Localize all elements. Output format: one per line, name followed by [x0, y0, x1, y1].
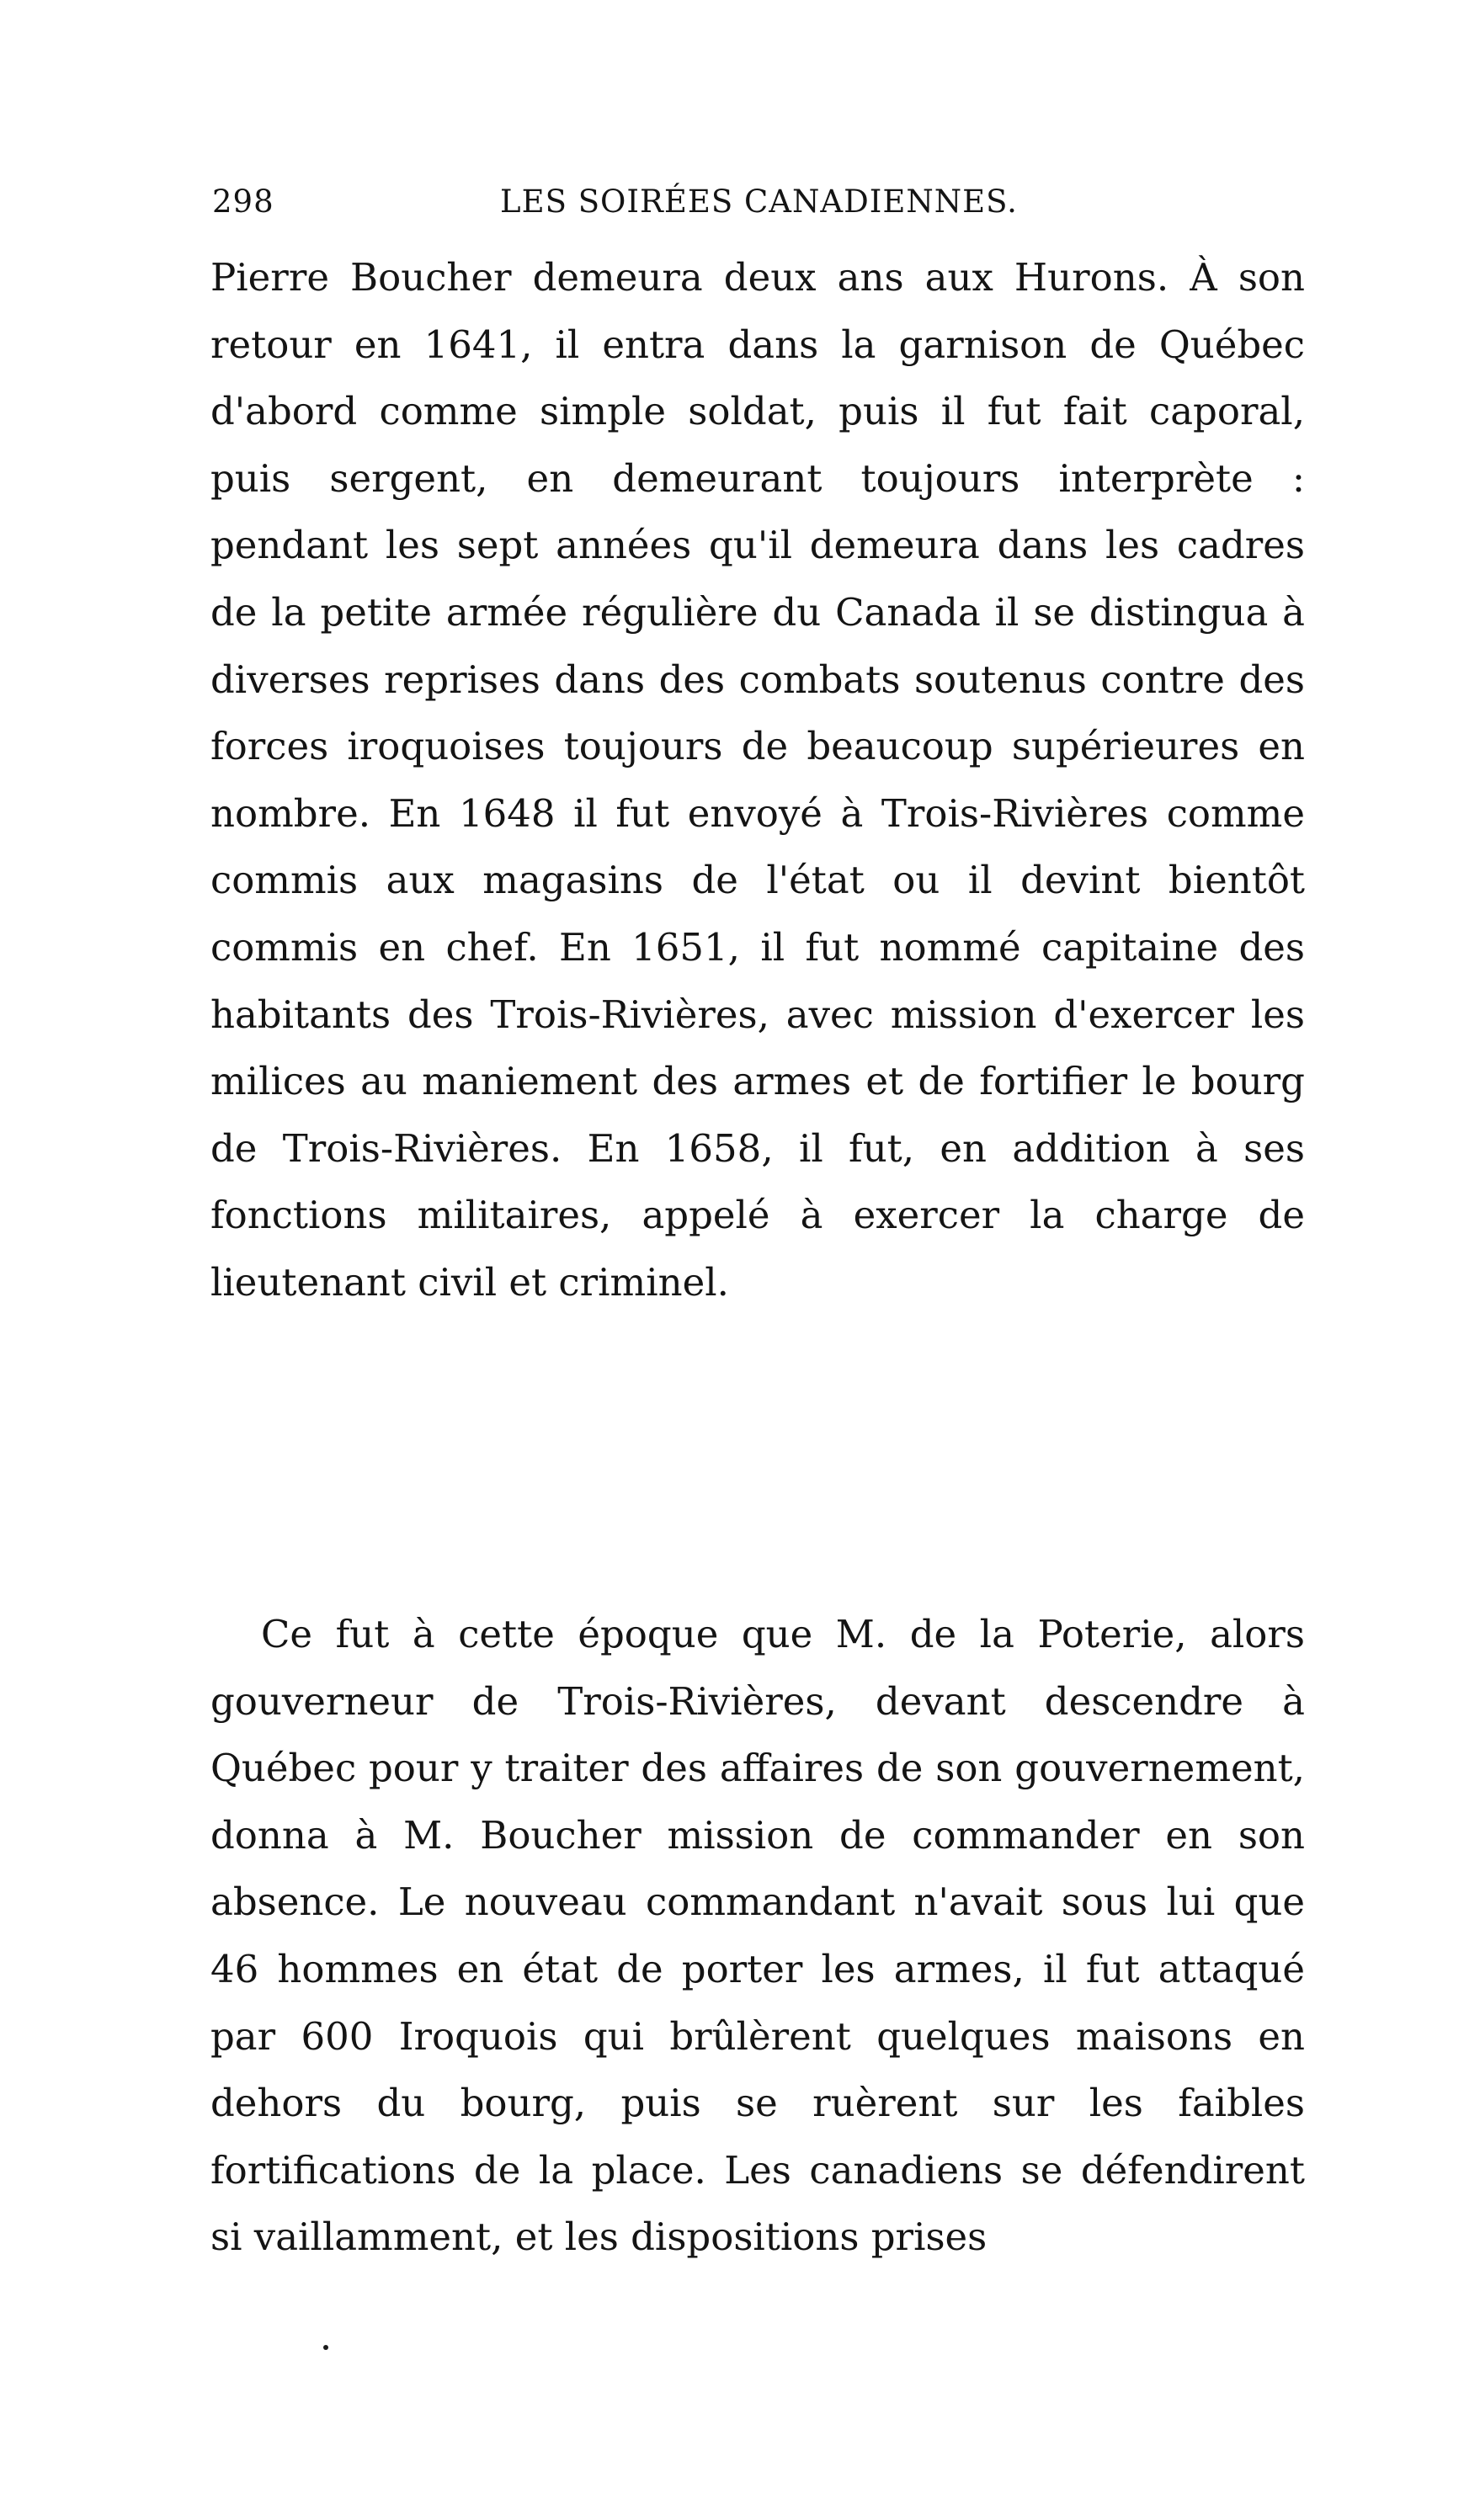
paragraph-2: [210, 1601, 1305, 2271]
page-number: 298: [212, 183, 274, 220]
paragraph-1: [210, 244, 1305, 1316]
running-header: [212, 183, 1307, 234]
ink-speck: [323, 2345, 328, 2350]
paragraph-2-text: Ce fut à cette époque que M. de la Poterie, alors gouverneur de Trois-Rivières, devant descendre à Québec pour y traiter des affaires de son gouvernement, donna à M. Boucher mission de commander en son absence. Le nouveau commandant n'avait sous lui que 46 hommes en état de porter les armes, il fut attaqué par 600 Iroquois qui brûlèrent quelques maisons en dehors du bourg, puis se ruèrent sur les faibles fortifications de la place. Les canadiens se défendirent si vaillamment, et les dispositions prises: [210, 1612, 1305, 2260]
running-title: LES SOIRÉES CANADIENNES.: [500, 183, 1018, 220]
paragraph-1-text: Pierre Boucher demeura deux ans aux Hurons. À son retour en 1641, il entra dans la garnison de Québec d'abord comme simple soldat, puis il fut fait caporal, puis sergent, en demeurant toujours interprète : pendant les sept années qu'il demeura dans les cadres de la petite armée régulière du Canada il se distingua à diverses reprises dans des combats soutenus contre des forces iroquoises toujours de beaucoup supérieures en nombre. En 1648 il fut envoyé à Trois-Rivières comme commis aux magasins de l'état ou il devint bientôt commis en chef. En 1651, il fut nommé capitaine des habitants des Trois-Rivières, avec mission d'exercer les milices au maniement des armes et de fortifier le bourg de Trois-Rivières. En 1658, il fut, en addition à ses fonctions militaires, appelé à exercer la charge de lieutenant civil et criminel.: [210, 255, 1305, 1305]
